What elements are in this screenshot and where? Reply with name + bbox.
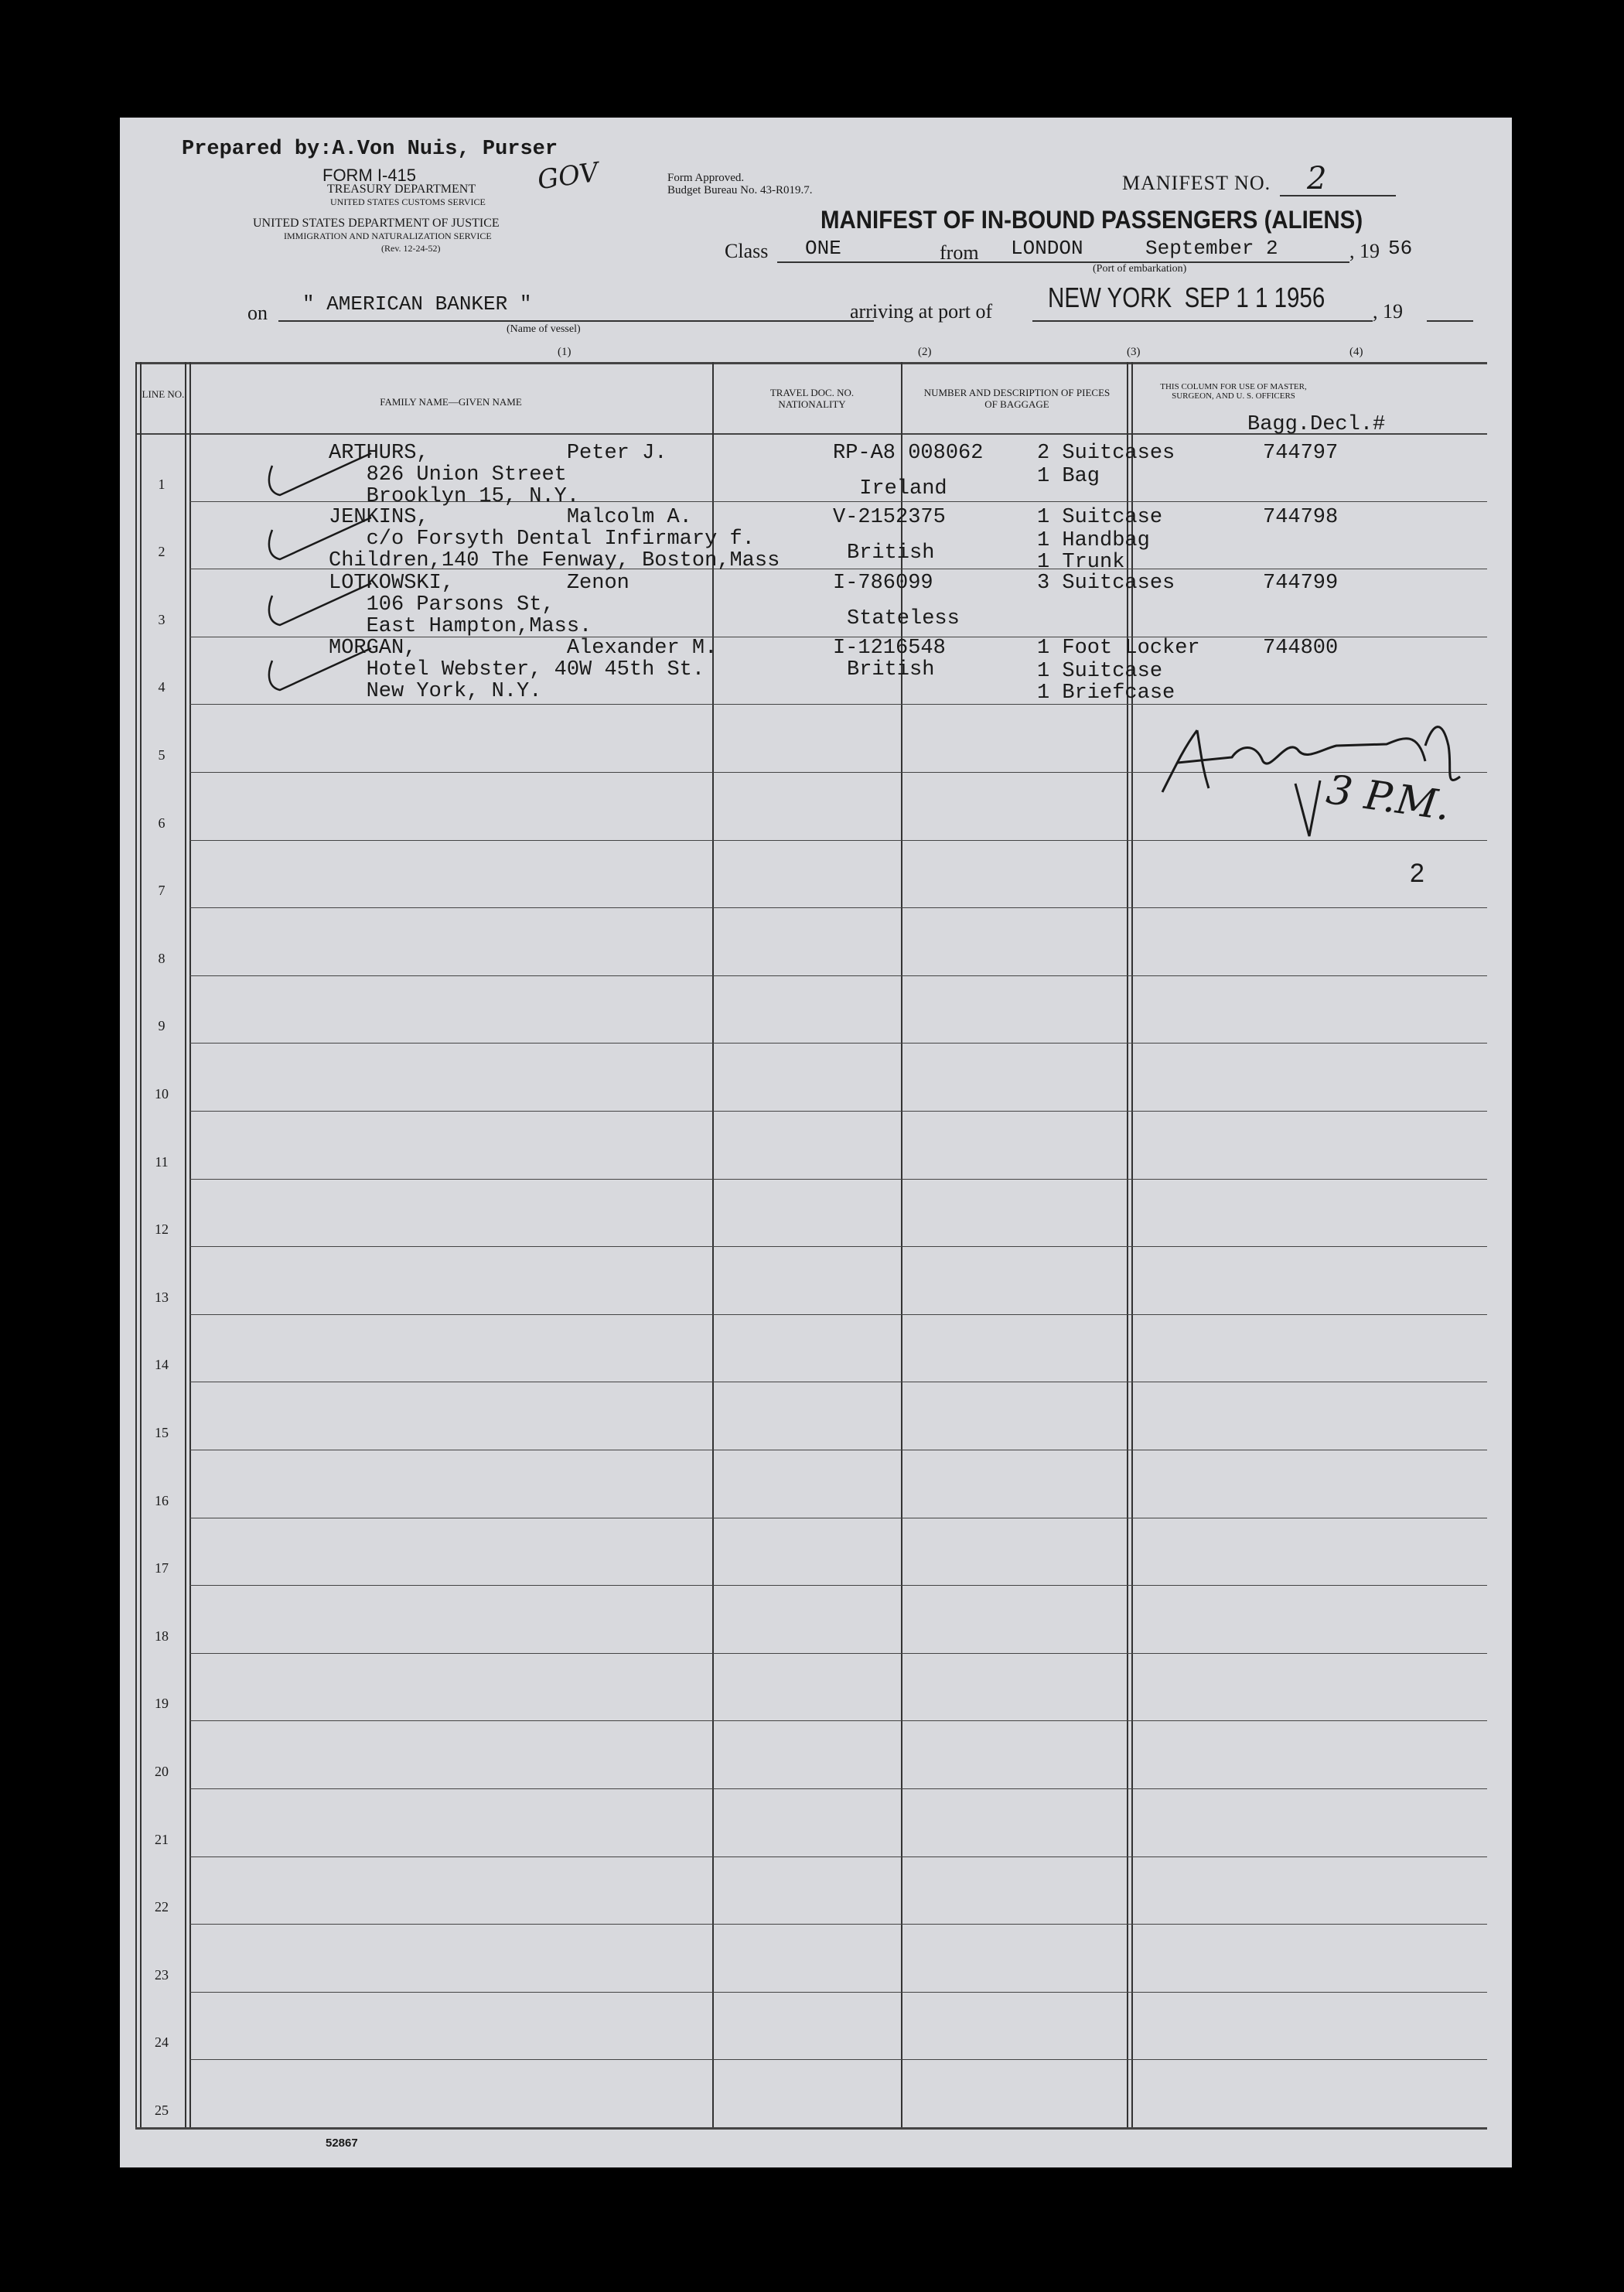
form-initials: GOV <box>535 156 601 196</box>
nationality: British <box>847 541 935 565</box>
baggage-declaration-number: 744797 <box>1263 442 1339 465</box>
row-rule <box>189 1246 1487 1247</box>
line-number: 19 <box>155 1696 169 1711</box>
year-prefix: , 19 <box>1349 240 1380 262</box>
arrival-stamp: NEW YORK SEP 1 1 1956 <box>1048 282 1325 313</box>
form-revision: (Rev. 12-24-52) <box>381 243 441 254</box>
line-number: 17 <box>155 1560 169 1576</box>
check-mark-icon <box>263 514 379 569</box>
line-number: 2 <box>158 544 165 559</box>
vessel-name: " AMERICAN BANKER " <box>302 292 532 316</box>
baggage-item: 1 Bag <box>1037 465 1100 488</box>
row-rule <box>189 2059 1487 2060</box>
passenger-address-line1: 106 Parsons St, <box>329 593 554 617</box>
line-number: 7 <box>158 883 165 898</box>
check-mark-icon <box>263 450 379 504</box>
manifest-no-label: MANIFEST NO. <box>1122 172 1271 194</box>
budget-bureau: Budget Bureau No. 43-R019.7. <box>667 184 813 196</box>
vessel-note: (Name of vessel) <box>507 323 581 335</box>
passenger-address-line2: Brooklyn 15, N.Y. <box>329 485 580 508</box>
baggage-declaration-number: 744800 <box>1263 637 1339 660</box>
form-number: FORM I-415 <box>322 166 417 185</box>
row-rule <box>189 1314 1487 1315</box>
line-number: 25 <box>155 2102 169 2118</box>
passenger-address-line2: Children,140 The Fenway, Boston,Mass <box>329 549 780 572</box>
baggage-declaration-number: 744798 <box>1263 506 1339 529</box>
nationality: Stateless <box>847 607 960 630</box>
row-rule <box>189 1720 1487 1721</box>
year2-prefix: , 19 <box>1373 300 1403 323</box>
col-num-3: (3) <box>1127 346 1141 358</box>
passenger-address-line2: East Hampton,Mass. <box>329 615 592 638</box>
customs-service: UNITED STATES CUSTOMS SERVICE <box>330 196 486 207</box>
manifest-no-value: 2 <box>1307 161 1327 196</box>
row-rule <box>189 1585 1487 1586</box>
line-number: 11 <box>155 1154 169 1170</box>
baggage-item: 1 Suitcase <box>1037 660 1163 683</box>
from-label: from <box>940 241 979 264</box>
passenger-address-line1: 826 Union Street <box>329 463 567 487</box>
check-mark-icon <box>263 580 379 634</box>
row-rule <box>189 1179 1487 1180</box>
header-travel-doc: TRAVEL DOC. NO. NATIONALITY <box>769 387 855 410</box>
passenger-address-line1: Hotel Webster, 40W 45th St. <box>329 658 705 681</box>
passenger-name: ARTHURS, Peter J. <box>329 442 667 465</box>
travel-doc-number: I-786099 <box>833 572 933 595</box>
passenger-address-line2: New York, N.Y. <box>329 680 542 703</box>
line-number: 24 <box>155 2034 169 2050</box>
header-baggage: NUMBER AND DESCRIPTION OF PIECES OF BAGGAGE <box>923 387 1111 410</box>
row-rule <box>189 1653 1487 1654</box>
row-rule <box>189 1111 1487 1112</box>
header-family-name: FAMILY NAME—GIVEN NAME <box>380 396 522 408</box>
line-number: 6 <box>158 815 165 831</box>
line-number: 13 <box>155 1289 169 1305</box>
manifest-page <box>120 118 1512 2167</box>
travel-doc-number: V-2152375 <box>833 506 946 529</box>
baggage-item: 1 Foot Locker <box>1037 637 1200 660</box>
arrival-time-note: 3 P.M. <box>1323 767 1453 830</box>
ins-service: IMMIGRATION AND NATURALIZATION SERVICE <box>284 231 492 241</box>
col-num-4: (4) <box>1349 346 1363 358</box>
class-value: ONE <box>805 237 841 260</box>
nationality: British <box>847 658 935 681</box>
baggage-item: 1 Suitcase <box>1037 506 1163 529</box>
line-number: 12 <box>155 1221 169 1237</box>
row-rule <box>189 975 1487 976</box>
line-number: 3 <box>158 612 165 627</box>
line-number: 23 <box>155 1967 169 1983</box>
travel-doc-number: I-1216548 <box>833 637 946 660</box>
embark-date: September 2 <box>1145 237 1278 260</box>
row-rule <box>189 907 1487 908</box>
line-number: 1 <box>158 477 165 492</box>
form-approved: Form Approved. <box>667 172 745 184</box>
line-number: 5 <box>158 747 165 763</box>
baggage-item: 1 Briefcase <box>1037 681 1175 705</box>
arriving-label: arriving at port of <box>850 300 993 323</box>
passenger-name: JENKINS, Malcolm A. <box>329 506 692 529</box>
line-number: 16 <box>155 1493 169 1508</box>
port-embark-note: (Port of embarkation) <box>1093 263 1187 275</box>
time-check-mark <box>1292 779 1323 841</box>
baggage-item: 3 Suitcases <box>1037 572 1175 595</box>
row-rule <box>189 704 1487 705</box>
baggage-declaration-number: 744799 <box>1263 572 1339 595</box>
year-value: 56 <box>1388 237 1413 260</box>
line-number: 15 <box>155 1425 169 1440</box>
on-label: on <box>247 302 268 324</box>
row-rule <box>189 1992 1487 1993</box>
row-rule <box>189 1924 1487 1925</box>
header-line-no: LINE NO. <box>142 388 185 400</box>
row-rule <box>189 1043 1487 1044</box>
line-number: 22 <box>155 1899 169 1915</box>
from-value: LONDON <box>1011 237 1083 260</box>
col-num-2: (2) <box>918 346 932 358</box>
passenger-name: MORGAN, Alexander M. <box>329 637 718 660</box>
check-mark-icon <box>263 645 379 699</box>
baggage-item: 2 Suitcases <box>1037 442 1175 465</box>
line-number: 8 <box>158 951 165 966</box>
class-label: Class <box>725 240 769 262</box>
baggage-item: 1 Handbag <box>1037 529 1150 552</box>
line-number: 18 <box>155 1628 169 1644</box>
passenger-name: LOTKOWSKI, Zenon <box>329 572 629 595</box>
header-official-use: THIS COLUMN FOR USE OF MASTER, SURGEON, AND U. S. OFFICERS <box>1160 382 1307 401</box>
treasury-dept: TREASURY DEPARTMENT <box>327 183 476 196</box>
justice-dept: UNITED STATES DEPARTMENT OF JUSTICE <box>253 217 500 230</box>
col-num-1: (1) <box>558 346 571 358</box>
line-number: 20 <box>155 1764 169 1779</box>
line-number: 9 <box>158 1018 165 1033</box>
header-bagg-decl: Bagg.Decl.# <box>1247 413 1386 436</box>
line-number: 10 <box>155 1086 169 1102</box>
prepared-by: Prepared by:A.Von Nuis, Purser <box>182 138 558 161</box>
footer-code: 52867 <box>326 2137 358 2150</box>
row-rule <box>189 1856 1487 1857</box>
baggage-item: 1 Trunk <box>1037 551 1125 574</box>
manifest-title: MANIFEST OF IN-BOUND PASSENGERS (ALIENS) <box>821 206 1363 234</box>
line-number: 14 <box>155 1357 169 1372</box>
line-number: 21 <box>155 1832 169 1847</box>
line-number: 4 <box>158 679 165 695</box>
passenger-address-line1: c/o Forsyth Dental Infirmary f. <box>329 528 755 551</box>
row-rule <box>189 1788 1487 1789</box>
travel-doc-number: RP-A8 008062 <box>833 442 984 465</box>
nationality: Ireland <box>847 477 947 500</box>
page-note: 2 <box>1410 859 1424 888</box>
